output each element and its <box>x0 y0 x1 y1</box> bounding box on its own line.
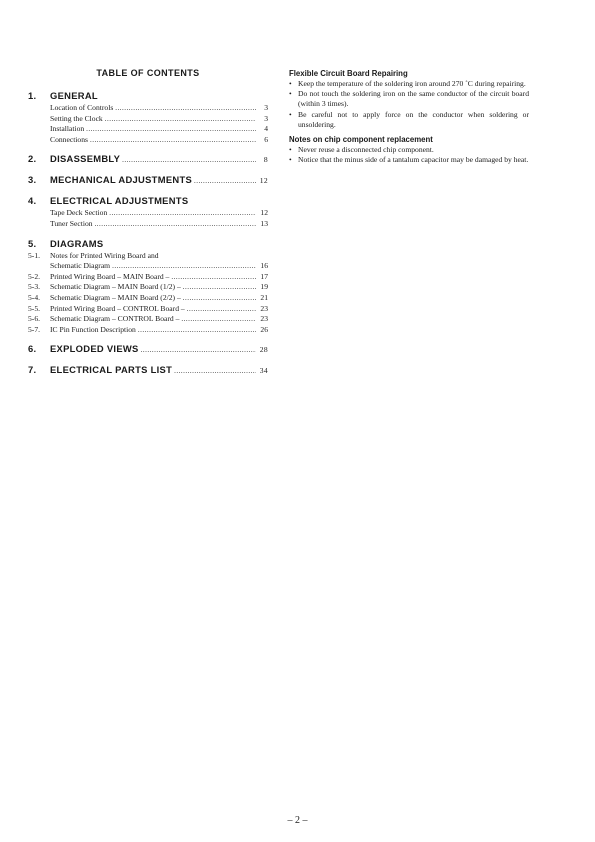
page-ref: 13 <box>260 218 268 228</box>
note-block <box>289 135 529 165</box>
toc-section-heading[interactable] <box>28 364 268 377</box>
entry-title: Installation <box>50 124 85 134</box>
section-number: 3. <box>28 174 37 186</box>
toc-section-heading[interactable] <box>28 195 268 207</box>
note-bullet <box>289 155 529 165</box>
bullet-text: Be careful not to apply force on the conductor when soldering or unsoldering. <box>298 109 529 129</box>
section-title: ELECTRICAL ADJUSTMENTS <box>50 195 189 207</box>
page-ref: 19 <box>260 282 268 292</box>
section-number: 2. <box>28 153 37 165</box>
entry-title: Schematic Diagram <box>50 261 111 271</box>
section-number: 6. <box>28 343 37 355</box>
bullet-icon: • <box>289 109 292 119</box>
toc-entry[interactable] <box>28 208 268 219</box>
entry-title: Schematic Diagram – MAIN Board (1/2) – <box>50 282 181 292</box>
toc-section <box>28 343 268 356</box>
page-ref: 26 <box>260 324 268 334</box>
entry-number: 5-4. <box>28 292 41 302</box>
dot-leader <box>95 219 256 230</box>
section-number: 4. <box>28 195 37 207</box>
dot-leader <box>90 135 256 146</box>
toc-entry[interactable] <box>28 114 268 125</box>
dot-leader <box>183 293 256 304</box>
entry-title: Notes for Printed Wiring Board and <box>50 250 159 260</box>
dot-leader <box>122 154 256 166</box>
dot-leader <box>115 103 256 114</box>
toc-entry[interactable] <box>28 282 268 293</box>
bullet-icon: • <box>289 145 292 155</box>
section-title: DISASSEMBLY <box>50 153 121 165</box>
page-ref: 3 <box>264 103 268 112</box>
dot-leader <box>105 114 256 125</box>
toc-section <box>28 90 268 145</box>
toc-entry[interactable] <box>28 124 268 135</box>
service-notes <box>289 69 529 170</box>
page-ref: 23 <box>260 303 268 313</box>
page-ref: 6 <box>264 134 268 144</box>
toc-entry[interactable] <box>28 293 268 304</box>
toc-entry[interactable] <box>28 219 268 230</box>
bullet-icon: • <box>289 155 292 165</box>
toc-section <box>28 364 268 377</box>
page-ref: 12 <box>260 208 268 218</box>
toc-items <box>28 208 268 229</box>
toc-entry[interactable] <box>28 261 268 272</box>
toc-section <box>28 174 268 187</box>
note-bullet <box>289 145 529 155</box>
note-block <box>289 69 529 130</box>
bullet-icon: • <box>289 79 292 88</box>
bullet-text: Keep the temperature of the soldering iron around 270 ˚C during repairing. <box>298 79 526 88</box>
bullet-text: Never reuse a disconnected chip component. <box>298 145 434 155</box>
section-number: 1. <box>28 90 37 101</box>
entry-number: 5-7. <box>28 324 41 334</box>
note-bullet <box>289 79 529 89</box>
page-ref: 28 <box>259 345 268 355</box>
toc-section-heading[interactable] <box>28 343 268 356</box>
page-ref: 8 <box>263 155 268 165</box>
dot-leader <box>112 261 256 272</box>
toc-entry[interactable] <box>28 325 268 336</box>
section-number: 7. <box>28 364 37 376</box>
entry-title: Printed Wiring Board – MAIN Board – <box>50 271 170 281</box>
section-title: GENERAL <box>50 90 98 101</box>
toc-section-heading[interactable] <box>28 153 268 166</box>
note-bullet <box>289 110 529 130</box>
entry-title: Tape Deck Section <box>50 208 108 218</box>
dot-leader <box>86 124 256 135</box>
table-of-contents <box>28 68 268 385</box>
toc-section <box>28 238 268 336</box>
page-ref: 34 <box>259 366 268 376</box>
toc-entry[interactable] <box>28 272 268 283</box>
toc-section <box>28 195 268 229</box>
entry-title: Connections <box>50 134 88 144</box>
entry-title: Setting the Clock <box>50 113 103 123</box>
section-title: EXPLODED VIEWS <box>50 343 139 355</box>
note-bullet <box>289 89 529 109</box>
entry-title: Schematic Diagram – MAIN Board (2/2) – <box>50 292 181 302</box>
toc-entry[interactable] <box>28 304 268 315</box>
dot-leader <box>181 314 256 325</box>
page-ref: 21 <box>260 292 268 302</box>
entry-title: Tuner Section <box>50 218 93 228</box>
section-title: DIAGRAMS <box>50 237 104 249</box>
dot-leader <box>183 282 256 293</box>
note-heading: Notes on chip component replacement <box>289 135 433 145</box>
page-ref: 3 <box>264 113 268 123</box>
toc-entry[interactable] <box>28 103 268 114</box>
dot-leader <box>194 175 256 187</box>
toc-title: TABLE OF CONTENTS <box>96 68 200 78</box>
bullet-text: Notice that the minus side of a tantalum capacitor may be damaged by heat. <box>298 155 529 165</box>
entry-title: Location of Controls <box>50 103 114 112</box>
dot-leader <box>171 272 256 283</box>
toc-entry[interactable] <box>28 251 268 262</box>
page-ref: 12 <box>259 176 268 186</box>
page-ref: 17 <box>260 271 268 281</box>
entry-number: 5-2. <box>28 271 41 281</box>
bullet-icon: • <box>289 89 292 99</box>
toc-section-heading[interactable] <box>28 174 268 187</box>
toc-items <box>28 103 268 145</box>
toc-section-heading[interactable] <box>28 238 268 250</box>
section-number: 5. <box>28 237 37 249</box>
toc-entry[interactable] <box>28 135 268 146</box>
page-number: – 2 – <box>287 815 308 826</box>
dot-leader <box>138 325 256 336</box>
entry-title: IC Pin Function Description <box>50 324 136 334</box>
entry-number: 5-3. <box>28 282 41 292</box>
page-ref: 4 <box>264 124 268 134</box>
bullet-text: Do not touch the soldering iron on the same conductor of the circuit board (within 3 times). <box>298 89 529 109</box>
note-heading: Flexible Circuit Board Repairing <box>289 69 408 78</box>
dot-leader <box>109 208 256 219</box>
page-ref: 16 <box>260 261 268 271</box>
section-title: MECHANICAL ADJUSTMENTS <box>50 174 193 186</box>
entry-number: 5-6. <box>28 314 41 324</box>
toc-entry[interactable] <box>28 314 268 325</box>
dot-leader <box>141 344 256 356</box>
entry-title: Schematic Diagram – CONTROL Board – <box>50 314 180 324</box>
page-ref: 23 <box>260 314 268 324</box>
entry-title: Printed Wiring Board – CONTROL Board – <box>50 303 185 313</box>
entry-number: 5-1. <box>28 250 41 260</box>
section-title: ELECTRICAL PARTS LIST <box>50 364 173 376</box>
dot-leader <box>187 304 256 315</box>
toc-section <box>28 153 268 166</box>
dot-leader <box>174 365 256 377</box>
toc-section-heading[interactable] <box>28 90 268 102</box>
toc-items <box>28 251 268 336</box>
entry-number: 5-5. <box>28 303 41 313</box>
toc-sections <box>28 90 268 377</box>
